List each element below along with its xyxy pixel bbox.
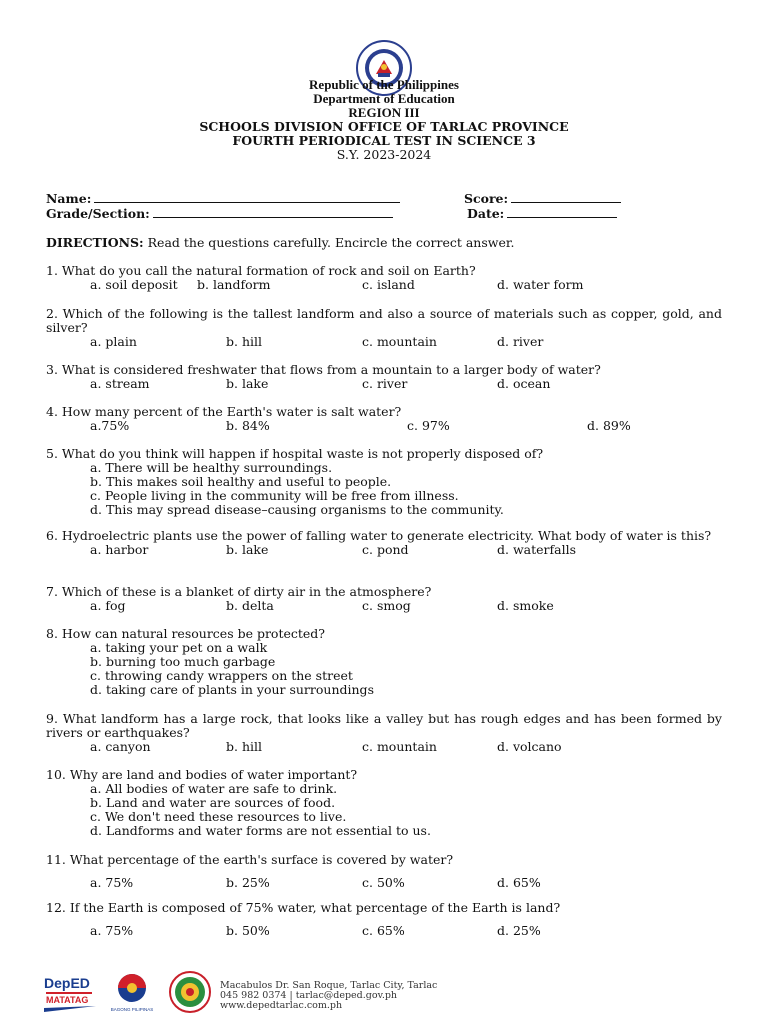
matatag-logo-text: MATATAG [46,995,89,1005]
question-stem: 7. Which of these is a blanket of dirty air in the atmosphere? [46,584,432,599]
republic-line: Republic of the Philippines [309,77,459,92]
question-1 [46,264,722,292]
footer-website[interactable]: www.depedtarlac.com.ph [220,1000,343,1011]
date-blank[interactable] [507,206,617,218]
directions-label: DIRECTIONS: [46,235,144,250]
question-2 [46,307,722,349]
option-d[interactable]: d. taking care of plants in your surroundings [90,682,374,697]
name-label: Name: [46,191,92,206]
question-stem: 11. What percentage of the earth's surface is covered by water? [46,852,454,867]
date-label: Date: [467,206,505,221]
option-c[interactable]: c. mountain [362,739,437,754]
question-stem: 9. What landform has a large rock, that looks like a valley but has rough edges and has been formed by rivers or earthquakes? [46,711,722,740]
document-header [0,78,768,162]
test-title: FOURTH PERIODICAL TEST IN SCIENCE 3 [232,133,536,148]
question-stem: 12. If the Earth is composed of 75% water, what percentage of the Earth is land? [46,900,561,915]
option-d[interactable]: d. water form [497,277,584,292]
option-d[interactable]: d. ocean [497,376,551,391]
question-3 [46,363,722,391]
option-d[interactable]: d. 65% [497,875,541,890]
option-a[interactable]: a. canyon [90,739,151,754]
option-c[interactable]: c. 65% [362,923,405,938]
option-b[interactable]: b. 25% [226,875,270,890]
question-7 [46,585,722,613]
option-b[interactable]: b. lake [226,542,269,557]
grade-section-blank[interactable] [153,206,393,218]
region-line: REGION III [348,105,420,120]
question-stem: 3. What is considered freshwater that flows from a mountain to a larger body of water? [46,362,601,377]
department-line: Department of Education [313,91,455,106]
option-a[interactable]: a. taking your pet on a walk [90,640,268,655]
grade-section-label: Grade/Section: [46,206,150,221]
question-4 [46,405,722,433]
question-stem: 10. Why are land and bodies of water important? [46,767,358,782]
bagong-pilipinas-text: BAGONG PILIPINAS [110,1007,154,1012]
option-a[interactable]: a. stream [90,376,150,391]
question-8 [46,627,722,697]
question-stem: 2. Which of the following is the tallest landform and also a source of materials such as copper, gold, and silver? [46,306,722,335]
score-blank[interactable] [511,191,621,203]
question-11 [46,853,722,890]
option-b[interactable]: b. delta [226,598,274,613]
option-c[interactable]: c. smog [362,598,411,613]
option-b[interactable]: b. This makes soil healthy and useful to people. [90,474,392,489]
score-label: Score: [464,191,509,206]
option-c[interactable]: c. 50% [362,875,405,890]
option-d[interactable]: d. river [497,334,544,349]
option-d[interactable]: d. 89% [587,418,631,433]
directions [46,236,726,250]
school-year: S.Y. 2023-2024 [336,147,432,162]
option-d[interactable]: d. volcano [497,739,562,754]
division-line: SCHOOLS DIVISION OFFICE OF TARLAC PROVINCE [199,119,569,134]
directions-text: Read the questions carefully. Encircle the correct answer. [143,235,515,250]
sdo-tarlac-seal [170,972,210,1012]
option-b[interactable]: b. hill [226,334,262,349]
question-9 [46,712,722,754]
option-c[interactable]: c. river [362,376,408,391]
question-stem: 6. Hydroelectric plants use the power of falling water to generate electricity. What body of water is this? [46,528,712,543]
footer-phone-email[interactable]: 045 982 0374 | tarlac@deped.gov.ph [220,990,398,1001]
option-b[interactable]: b. 84% [226,418,270,433]
option-a[interactable]: a. harbor [90,542,149,557]
option-d[interactable]: d. 25% [497,923,541,938]
question-10 [46,768,722,838]
option-a[interactable]: a. plain [90,334,137,349]
option-b[interactable]: b. hill [226,739,262,754]
option-c[interactable]: c. pond [362,542,409,557]
question-12 [46,901,722,938]
option-b[interactable]: b. Land and water are sources of food. [90,795,336,810]
option-c[interactable]: c. We don't need these resources to live. [90,809,347,824]
option-a[interactable]: a. All bodies of water are safe to drink. [90,781,338,796]
option-b[interactable]: b. lake [226,376,269,391]
option-d[interactable]: d. waterfalls [497,542,576,557]
option-d[interactable]: d. Landforms and water forms are not essential to us. [90,823,431,838]
option-d[interactable]: d. This may spread disease–causing organisms to the community. [90,502,504,517]
option-c[interactable]: c. People living in the community will be free from illness. [90,488,459,503]
option-d[interactable]: d. smoke [497,598,554,613]
question-6 [46,529,722,557]
option-c[interactable]: c. island [362,277,415,292]
question-stem: 1. What do you call the natural formation of rock and soil on Earth? [46,263,476,278]
option-a[interactable]: a.75% [90,418,130,433]
option-b[interactable]: b. landform [197,277,271,292]
question-stem: 5. What do you think will happen if hospital waste is not properly disposed of? [46,446,544,461]
option-a[interactable]: a. fog [90,598,126,613]
option-a[interactable]: a. There will be healthy surroundings. [90,460,333,475]
option-b[interactable]: b. burning too much garbage [90,654,276,669]
option-b[interactable]: b. 50% [226,923,270,938]
option-c[interactable]: c. throwing candy wrappers on the street [90,668,353,683]
option-a[interactable]: a. 75% [90,923,134,938]
option-a[interactable]: a. 75% [90,875,134,890]
option-c[interactable]: c. 97% [407,418,450,433]
option-c[interactable]: c. mountain [362,334,437,349]
option-a[interactable]: a. soil deposit [90,277,178,292]
question-5 [46,447,722,517]
bagong-pilipinas-logo [111,974,154,1012]
question-stem: 4. How many percent of the Earth's water is salt water? [46,404,402,419]
student-info-block [46,191,726,221]
deped-logo [44,975,96,1012]
footer-address: Macabulos Dr. San Roque, Tarlac City, Tarlac [220,980,438,991]
deped-logo-text: DepED [44,975,90,991]
question-stem: 8. How can natural resources be protected? [46,626,325,641]
name-blank[interactable] [94,191,400,203]
footer-contact [220,981,437,1011]
